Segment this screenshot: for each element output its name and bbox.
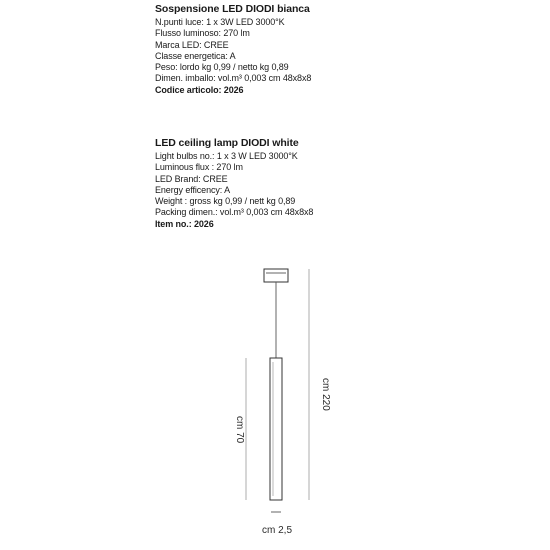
english-weight: Weight : gross kg 0,99 / nett kg 0,89 xyxy=(155,196,296,207)
italian-article-code: Codice articolo: 2026 xyxy=(155,84,244,95)
italian-product-title: Sospensione LED DIODI bianca xyxy=(155,3,310,15)
english-product-title: LED ceiling lamp DIODI white xyxy=(155,137,299,149)
english-item-number: Item no.: 2026 xyxy=(155,218,214,229)
english-led-brand: LED Brand: CREE xyxy=(155,173,228,184)
italian-packing-dimensions: Dimen. imballo: vol.m³ 0,003 cm 48x8x8 xyxy=(155,73,312,84)
ceiling-canopy xyxy=(264,269,288,282)
body-height-label: cm 70 xyxy=(234,416,245,444)
total-height-label: cm 220 xyxy=(320,378,331,411)
italian-luminous-flux: Flusso luminoso: 270 lm xyxy=(155,28,250,39)
english-luminous-flux: Luminous flux : 270 lm xyxy=(155,162,243,173)
italian-light-points: N.punti luce: 1 x 3W LED 3000°K xyxy=(155,17,285,27)
italian-led-brand: Marca LED: CREE xyxy=(155,39,229,50)
english-energy-efficiency: Energy efficency: A xyxy=(155,184,230,195)
diameter-label: cm 2,5 xyxy=(262,525,293,536)
english-packing-dimensions: Packing dimen.: vol.m³ 0,003 cm 48x8x8 xyxy=(155,207,314,218)
italian-weight: Peso: lordo kg 0,99 / netto kg 0,89 xyxy=(155,62,289,73)
english-light-bulbs: Light bulbs no.: 1 x 3 W LED 3000°K xyxy=(155,151,298,161)
italian-energy-class: Classe energetica: A xyxy=(155,50,236,61)
lamp-body xyxy=(270,358,282,500)
